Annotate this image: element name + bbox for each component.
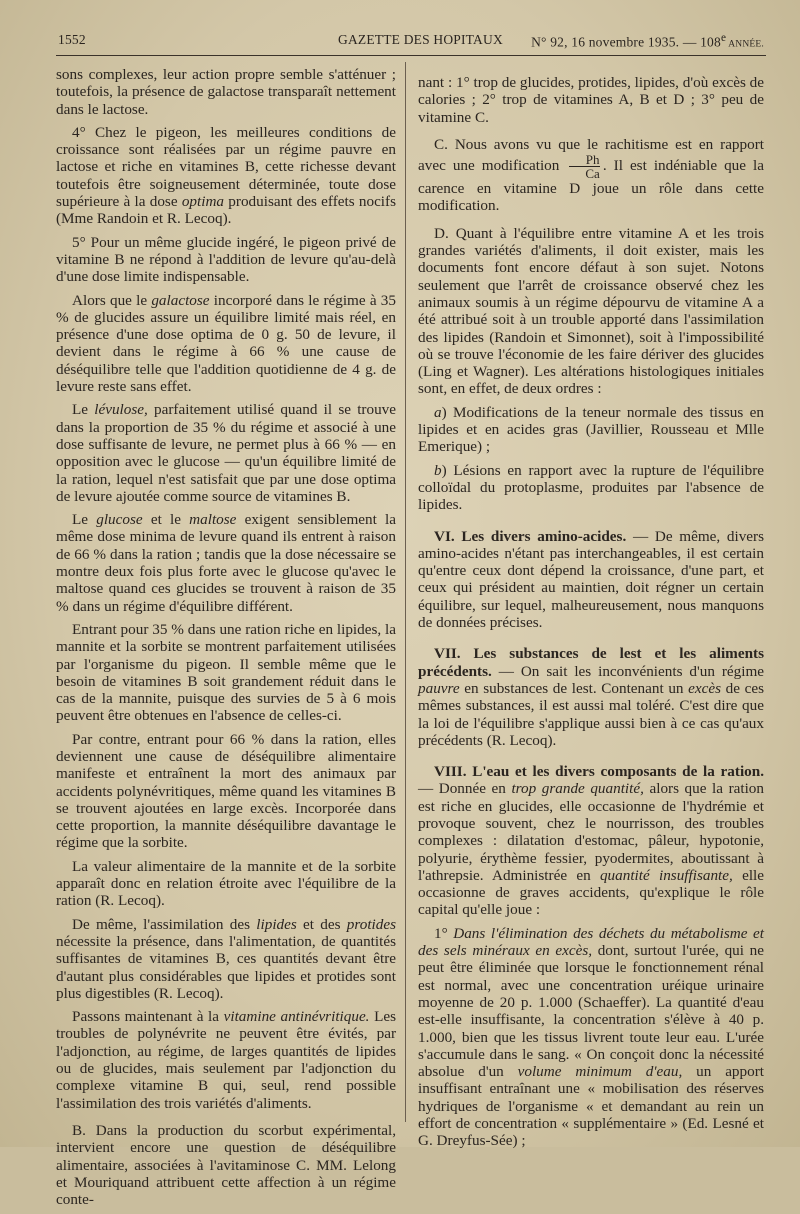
paragraph: 5° Pour un même glucide ingéré, le pigeon privé de vitamine B ne répond à l'addition de levure qu'au-delà d'une dose limite indispensable. <box>56 233 396 286</box>
issue-suffix: e <box>720 32 727 44</box>
section-title: VIII. L'eau et les divers composants de la ration. <box>434 763 764 781</box>
section-vii: VII. Les substances de lest et les aliments précédents. — On sait les inconvénients d'un régime pauvre en substances de lest. Contenant un excès de ces mêmes substances, il est aussi mal toléré. C'est dire que la loi de l'équilibre s'applique aussi bien à ce cas qu'aux précédents (R. Lecoq). <box>418 645 764 749</box>
paragraph: De même, l'assimilation des lipides et des protides nécessite la présence, dans l'alimentation, de quantités suffisantes de vitamines B, ces quantités devant être d'autant plus considérables que lipides et protides sont plus digestibles (R. Lecoq). <box>56 915 396 1002</box>
paragraph: Le lévulose, parfaitement utilisé quand il se trouve dans la proportion de 35 % du régime et associé à une dose suffisante de levure, ne permet plus à 66 % — en opposition avec le glucose — qu'un équilibre limité de la ration, lequel n'est satisfait que par une dose optima de levure ajoutée comme source de vitamines B. <box>56 401 396 505</box>
journal-title: GAZETTE DES HOPITAUX <box>338 32 503 47</box>
paragraph: b) Lésions en rapport avec la rupture de l'équilibre colloïdal du protoplasme, produites par l'absence de lipides. <box>418 461 764 514</box>
paragraph: Le glucose et le maltose exigent sensiblement la même dose minima de levure quand ils entrent à raison de 66 % dans la ration ; tandis que la dose nécessaire se montre deux fois plus forte avec le glucose qu'avec le maltose quand ces glucides se trouvent à raison de 35 % dans un régime d'équilibre différent. <box>56 511 396 615</box>
paragraph: Alors que le galactose incorporé dans le régime à 35 % de glucides assure un équilibre limité mais réel, en présence d'une dose optima de 0 g. 50 de levure, il devient dans le régime à 66 % une cause de déséquilibre telle que l'addition quotidienne de 4 g. de levure reste sans effet. <box>56 291 396 396</box>
page-header <box>58 30 764 52</box>
paragraph: D. Quant à l'équilibre entre vitamine A et les trois grandes variétés d'aliments, il doit exister, mais les documents font encore défaut à son sujet. Notons seulement que l'arrêt de croissance observé chez les animaux soumis à un régime dépourvu de vitamine A a été attribué soit à un trouble apporté dans l'assimilation des lipides (Randoin et Simonnet), soit à l'impossibilité où se trouve l'économie de les faire dériver des glucides (Ling et Wagner). Les altérations histologiques initiales sont, en effet, de deux ordres : <box>418 224 764 398</box>
issue-text: N° 92, 16 novembre 1935. — 108 <box>531 34 721 50</box>
issue-info <box>531 32 764 51</box>
paragraph: Par contre, entrant pour 66 % dans la ration, elles deviennent une cause de déséquilibre alimentaire manifeste et entraînent la mort des animaux par accidents polynévritiques, même quand les vitamines B se trouvent ajoutées en large excès. Incorporée dans cette proportion, la mannite déséquilibre davantage le régime que la sorbite. <box>56 730 396 852</box>
header-rule <box>56 55 766 56</box>
paragraph: 1° Dans l'élimination des déchets du métabolisme et des sels minéraux en excès, dont, surtout l'urée, qui ne peut être éliminée que lorsque le fonctionnement rénal est normal, avec une concentration uréique urinaire moyenne de 20 p. 1.000 (Schaeffer). La quantité d'eau est-elle insuffisante, la concentration s'élève à 40 p. 1.000, bien que les tissus livrent toute leur eau. L'urée s'accumule dans le sang. « On conçoit donc la nécessité absolue d'un volume minimum d'eau, un apport insuffisant entraînant une « mobilisation des réserves hydriques de l'organisme « et demandant au rein un effort de concentration « supplémentaire » (Ed. Lesné et G. Dreyfus-Sée) ; <box>418 924 764 1150</box>
section-title: VII. Les substances de lest et les aliments précédents. <box>418 645 764 680</box>
paragraph: Entrant pour 35 % dans une ration riche en lipides, la mannite et la sorbite se montrent parfaitement utilisées par l'organisme du pigeon. Il semble même que le besoin de vitamines B soit grandement réduit dans le cas de la mannite, puisque des survies de 5 à 6 mois peuvent être obtenues en l'absence de celles-ci. <box>56 620 396 725</box>
paragraph: sons complexes, leur action propre semble s'atténuer ; toutefois, la présence de galactose transparaît nettement dans le lactose. <box>56 66 396 118</box>
paragraph: a) Modifications de la teneur normale des tissus en lipides et en acides gras (Javillier, Rousseau et Mlle Emerique) ; <box>418 403 764 456</box>
paragraph: Passons maintenant à la vitamine antinévritique. Les troubles de polynévrite ne peuvent être évités, par l'adjonction, au régime, de larges quantités de lipides ou de glucides, mais seulement par l'adjonction du complexe vitamine B qui, seul, rend possible l'assimilation des trois variétés d'aliments. <box>56 1008 396 1112</box>
paragraph: B. Dans la production du scorbut expérimental, intervient encore une question de déséquilibre alimentaire, associées à l'avitaminose C. MM. Lelong et Mouriquand attribuent cette affection à un régime conte- <box>56 1121 396 1209</box>
section-viii: VIII. L'eau et les divers composants de la ration. — Donnée en trop grande quantité, alors que la ration est riche en glucides, elle occasionne de l'hydrémie et provoque souvent, chez le nourrisson, des troubles complexes : dilatation d'estomac, pâleur, hypotonie, polyurie, érythème fessier, pyodermites, aboutissant à l'athrepsie. Administrée en quantité insuffisante, elle occasionne de graves accidents, qu'explique le rôle capital qu'elle joue : <box>418 763 764 919</box>
paragraph: 4° Chez le pigeon, les meilleures conditions de croissance sont réalisées par un régime pauvre en lactose et riche en vitamines B, cette richesse devant toutefois être soigneusement déterminée, toute dose supérieure à la dose optima produisant des effets nocifs (Mme Randoin et R. Lecoq). <box>56 123 396 228</box>
section-title: VI. Les divers amino-acides. <box>434 527 627 545</box>
left-column <box>56 66 396 1214</box>
column-divider <box>405 62 406 1122</box>
paragraph: nant : 1° trop de glucides, protides, lipides, d'où excès de calories ; 2° trop de vitamines A, B et D ; 3° peu de vitamine C. <box>418 74 764 126</box>
right-column <box>418 74 764 1156</box>
section-vi: VI. Les divers amino-acides. — De même, divers amino-acides n'étant pas interchangeables, il est certain qu'entre ceux dont dépend la croissance, d'une part, et ceux qui président au maintien, doit régner un certain équilibre, sur lequel, malheureusement, nous manquons de données précises. <box>418 527 764 632</box>
issue-annee: ANNÉE. <box>726 39 764 50</box>
paragraph: C. Nous avons vu que le rachitisme est en rapport avec une modification $\frac{Ph}{Ca}$ . Il est indéniable que la carence en vitamine D joue un rôle dans cette modification. <box>418 135 764 215</box>
paragraph: La valeur alimentaire de la mannite et de la sorbite apparaît donc en relation étroite avec l'équilibre de la ration (R. Lecoq). <box>56 857 396 910</box>
page-number: 1552 <box>58 32 86 47</box>
ph-ca-fraction: $\frac{Ph}{Ca}$ <box>569 153 599 180</box>
